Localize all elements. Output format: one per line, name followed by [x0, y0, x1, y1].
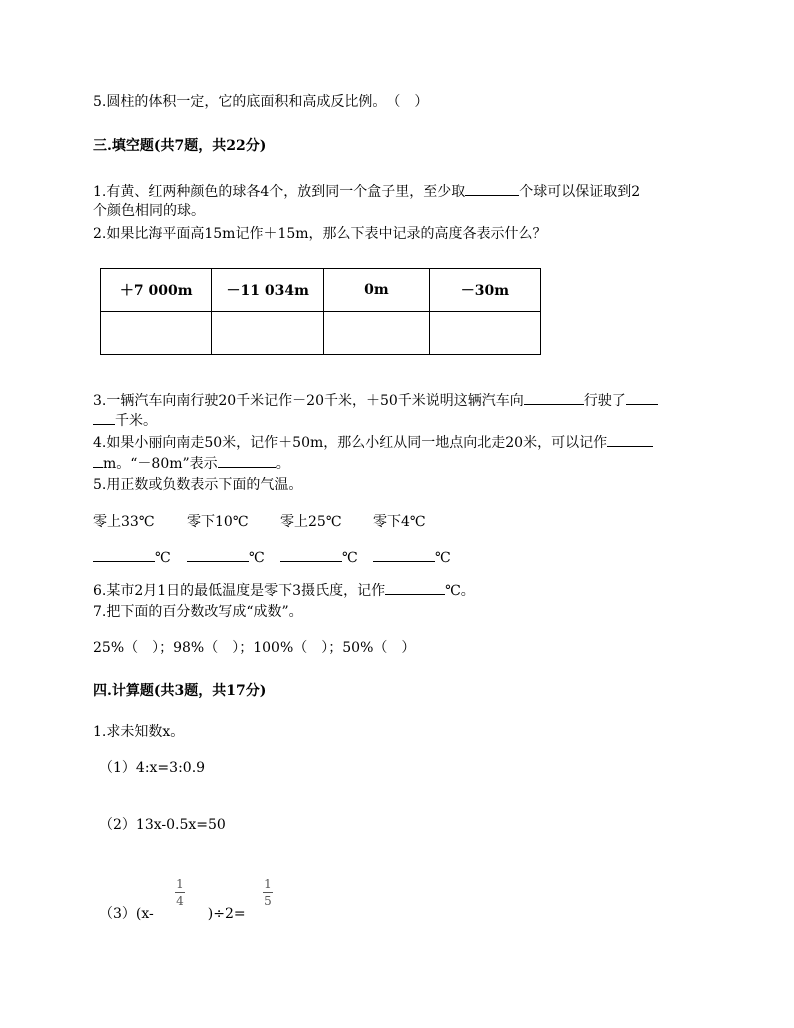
- fill-question-4-line-1: [93, 432, 653, 453]
- table-answer-row: [101, 312, 541, 355]
- calc-question-1: 1.求未知数x。: [93, 724, 185, 740]
- temperature-label-1: 零上33℃: [93, 514, 155, 530]
- equation-1: （1）4:x=3:0.9: [99, 760, 206, 776]
- equation-3-mid: )÷2=: [207, 906, 246, 922]
- judge-question-5: 5.圆柱的体积一定，它的底面积和高成反比例。 （ ）: [93, 94, 429, 110]
- answer-blank[interactable]: [465, 181, 519, 196]
- table-header-cell: ＋7 000m: [101, 269, 212, 312]
- answer-blank[interactable]: [607, 432, 653, 447]
- answer-blank[interactable]: [280, 547, 342, 562]
- fraction-numerator: 1: [176, 877, 184, 891]
- answer-blank[interactable]: [218, 453, 276, 468]
- table-answer-cell[interactable]: [429, 312, 540, 355]
- fraction-numerator: 1: [264, 877, 272, 891]
- fill-q3-text-c: 千米。: [115, 413, 157, 429]
- unit-celsius: ℃: [249, 550, 265, 566]
- table-answer-cell[interactable]: [323, 312, 429, 355]
- equation-3-prefix: （3）(x-: [99, 906, 154, 922]
- table-header-row: [101, 269, 541, 312]
- fill-q6-text-a: 6.某市2月1日的最低温度是零下3摄氏度，记作: [93, 583, 386, 599]
- percentage-items: 25%（ ）；98%（ ）；100%（ ）；50%（ ）: [93, 640, 416, 656]
- temperature-answer-4: [373, 547, 451, 568]
- section-4-title: 四.计算题(共3题，共17分): [93, 683, 267, 699]
- table-answer-cell[interactable]: [101, 312, 212, 355]
- temperature-answer-3: [280, 547, 358, 568]
- answer-blank[interactable]: [373, 547, 435, 562]
- temperature-answer-2: [187, 547, 265, 568]
- fill-q1-text-b: 个球可以保证取到2: [519, 184, 641, 200]
- temperature-label-3: 零上25℃: [280, 514, 342, 530]
- unit-celsius: ℃: [342, 550, 358, 566]
- equation-2: （2）13x-0.5x=50: [99, 817, 226, 833]
- unit-celsius: ℃: [435, 550, 451, 566]
- answer-blank[interactable]: [187, 547, 249, 562]
- fill-question-7: 7.把下面的百分数改写成“成数”。: [93, 604, 303, 620]
- fill-q3-text-a: 3.一辆汽车向南行驶20千米记作－20千米，＋50千米说明这辆汽车向: [93, 393, 524, 409]
- fill-question-2: 2.如果比海平面高15m记作＋15m，那么下表中记录的高度各表示什么？: [93, 226, 547, 242]
- answer-blank[interactable]: [385, 580, 445, 595]
- section-3-title: 三.填空题(共7题，共22分): [93, 138, 267, 154]
- fill-question-3-line-2: [93, 410, 157, 431]
- table-header-cell: －30m: [429, 269, 540, 312]
- fill-question-6: [93, 580, 475, 601]
- fill-question-3-line-1: [93, 390, 658, 411]
- unit-celsius: ℃: [155, 550, 171, 566]
- fraction-denominator: 5: [264, 894, 272, 908]
- fill-q4-text-c: 。: [275, 456, 290, 472]
- temperature-answer-1: [93, 547, 171, 568]
- fraction-one-fifth: [260, 877, 276, 908]
- table-header-cell: 0m: [323, 269, 429, 312]
- fraction-one-quarter: [172, 877, 188, 908]
- fill-question-4-line-2: [93, 453, 290, 474]
- fill-q1-text-a: 1.有黄、红两种颜色的球各4个，放到同一个盒子里，至少取: [93, 184, 466, 200]
- fill-question-1-line-1: [93, 181, 640, 202]
- answer-blank[interactable]: [93, 453, 103, 468]
- answer-blank[interactable]: [93, 547, 155, 562]
- temperature-label-4: 零下4℃: [373, 514, 426, 530]
- fill-question-1-line-2: 个颜色相同的球。: [93, 203, 205, 219]
- fraction-denominator: 4: [176, 894, 184, 908]
- answer-blank[interactable]: [93, 410, 115, 425]
- table-answer-cell[interactable]: [212, 312, 323, 355]
- table-header-cell: －11 034m: [212, 269, 323, 312]
- fill-q3-text-b: 行驶了: [583, 393, 626, 409]
- fill-q4-text-b: m。“－80m”表示: [103, 456, 218, 472]
- temperature-label-2: 零下10℃: [187, 514, 249, 530]
- answer-blank[interactable]: [524, 390, 584, 405]
- fill-q4-text-a: 4.如果小丽向南走50米，记作＋50m，那么小红从同一地点向北走20米，可以记作: [93, 435, 608, 451]
- answer-blank[interactable]: [626, 390, 658, 405]
- height-table: [100, 268, 541, 355]
- fill-q6-text-b: ℃。: [445, 583, 475, 599]
- fill-question-5: 5.用正数或负数表示下面的气温。: [93, 477, 303, 493]
